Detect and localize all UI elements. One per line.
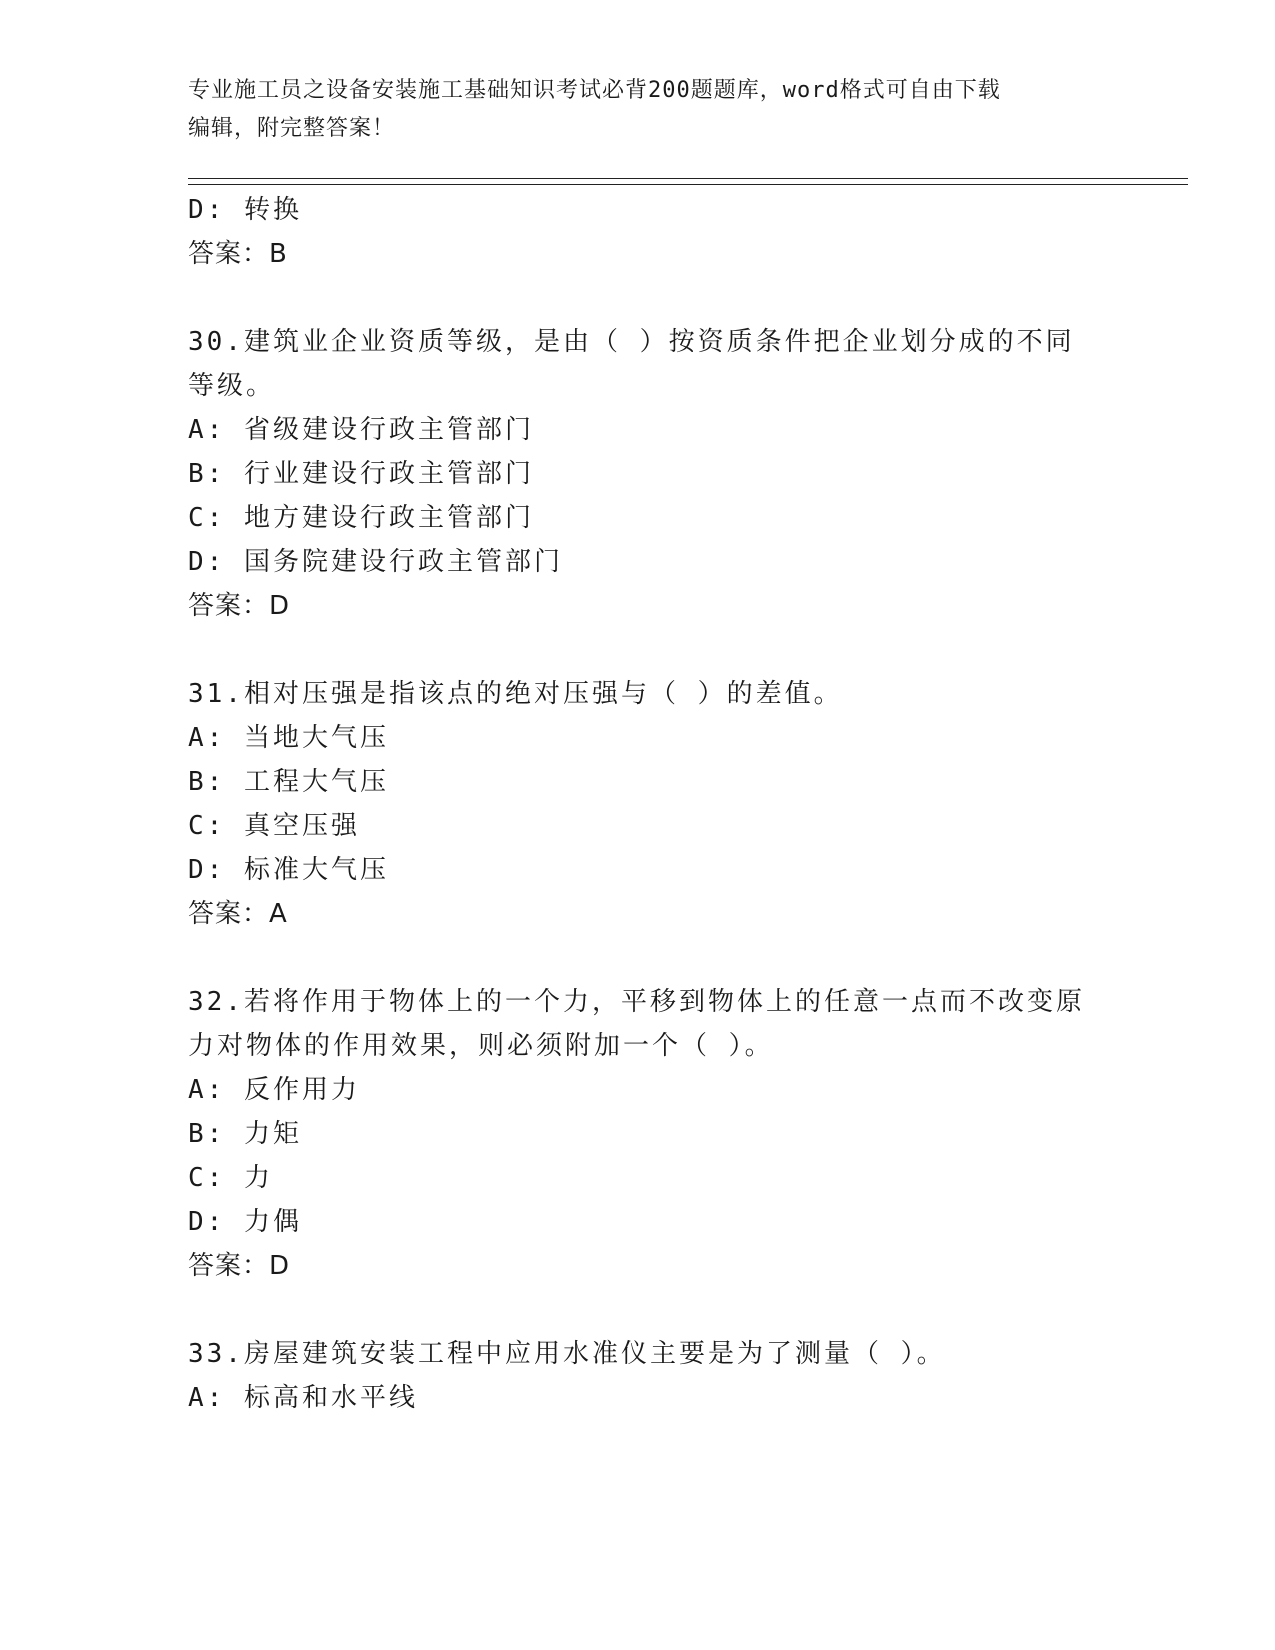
answer-line: 答案：D bbox=[188, 1251, 291, 1281]
option-c: C: 力 bbox=[188, 1163, 273, 1193]
option-c: C: 真空压强 bbox=[188, 811, 360, 841]
option-a: A: 当地大气压 bbox=[188, 723, 389, 753]
header-title-line-2: 编辑，附完整答案！ bbox=[188, 116, 396, 141]
option-c: C: 地方建设行政主管部门 bbox=[188, 503, 534, 533]
option-d: D: 国务院建设行政主管部门 bbox=[188, 547, 563, 577]
question-stem-line: 30.建筑业企业资质等级，是由（ ）按资质条件把企业划分成的不同 bbox=[188, 327, 1075, 357]
option-b: B: 力矩 bbox=[188, 1119, 302, 1149]
option-b: B: 行业建设行政主管部门 bbox=[188, 459, 534, 489]
header-title-line-1: 专业施工员之设备安装施工基础知识考试必背200题题库，word格式可自由下载 bbox=[188, 78, 1001, 103]
header-divider-top bbox=[188, 178, 1188, 179]
option-d: D: 标准大气压 bbox=[188, 855, 389, 885]
answer-line: 答案：A bbox=[188, 899, 288, 929]
option-a: A: 反作用力 bbox=[188, 1075, 360, 1105]
question-stem-line: 33.房屋建筑安装工程中应用水准仪主要是为了测量（ ）。 bbox=[188, 1339, 946, 1369]
document-header bbox=[188, 72, 1088, 148]
header-divider-bottom bbox=[188, 184, 1188, 185]
option-d: D: 力偶 bbox=[188, 1207, 302, 1237]
answer-line: 答案：D bbox=[188, 591, 291, 621]
question-stem-line: 力对物体的作用效果，则必须附加一个（ ）。 bbox=[188, 1031, 774, 1061]
question-stem-line: 等级。 bbox=[188, 371, 276, 401]
option-a: A: 省级建设行政主管部门 bbox=[188, 415, 534, 445]
question-stem-line: 31.相对压强是指该点的绝对压强与（ ）的差值。 bbox=[188, 679, 843, 709]
option-b: B: 工程大气压 bbox=[188, 767, 389, 797]
prev-question-answer: 答案：B bbox=[188, 239, 288, 269]
option-a: A: 标高和水平线 bbox=[188, 1383, 418, 1413]
question-stem-line: 32.若将作用于物体上的一个力，平移到物体上的任意一点而不改变原 bbox=[188, 987, 1085, 1017]
prev-question-option-d: D: 转换 bbox=[188, 195, 302, 225]
